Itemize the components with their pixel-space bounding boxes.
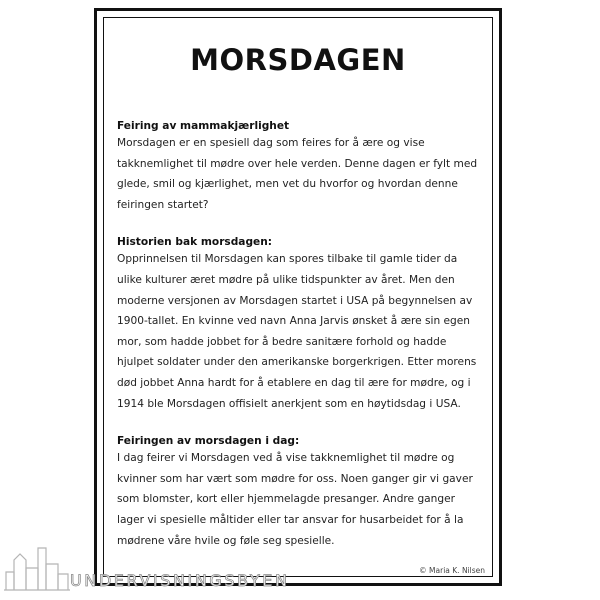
text-line: I dag feirer vi Morsdagen ved å vise takknemlighet til mødre og <box>117 452 455 465</box>
text-line: mødrene våre hvile og føle seg spesielle. <box>117 534 335 547</box>
text-line: kvinner som har vært som mødre for oss. Noen ganger gir vi gaver <box>117 472 473 485</box>
text-line: Opprinnelsen til Morsdagen kan spores tilbake til gamle tider da <box>117 253 458 266</box>
text-line: glede, smil og kjærlighet, men vet du hvorfor og hvordan denne <box>117 178 458 191</box>
text-line: moderne versjonen av Morsdagen startet i USA på begynnelsen av <box>117 294 473 307</box>
copyright-text: © Maria K. Nilsen <box>419 566 485 575</box>
text-line: lager vi spesielle måltider eller tar ansvar for husarbeidet for å la <box>117 513 464 526</box>
watermark-logo <box>0 540 320 600</box>
section-feiringen-i-dag <box>117 434 477 551</box>
text-line: død jobbet Anna hardt for å etablere en dag til ære for mødre, og i <box>117 376 471 389</box>
text-line: mor, som hadde jobbet for å bedre sanitære forhold og hadde <box>117 335 447 348</box>
text-line: Morsdagen er en spesiell dag som feires for å ære og vise <box>117 137 425 149</box>
city-skyline-icon <box>4 540 74 600</box>
text-line: takknemlighet til mødre over hele verden. Denne dagen er fylt med <box>117 157 478 170</box>
section-feiring <box>117 119 477 215</box>
watermark-text: UNDERVISNINGSBYEN <box>70 571 290 590</box>
text-line: 1914 ble Morsdagen offisielt anerkjent som en høytidsdag i USA. <box>117 397 461 410</box>
document-body <box>117 119 477 571</box>
text-line: som blomster, kort eller hjemmelagde presanger. Andre ganger <box>117 493 455 506</box>
text-line: 1900-tallet. En kvinne ved navn Anna Jarvis ønsket å ære sin egen <box>117 315 470 328</box>
section-heading: Feiringen av morsdagen i dag: <box>117 435 300 448</box>
document-page <box>94 8 502 586</box>
section-heading: Historien bak morsdagen: <box>117 236 273 249</box>
section-heading: Feiring av mammakjærlighet <box>117 120 290 132</box>
text-line: ulike kulturer æret mødre på ulike tidspunkter av året. Men den <box>117 273 455 286</box>
section-historien <box>117 235 477 414</box>
page-title: MORSDAGEN <box>190 43 406 77</box>
text-line: hjulpet soldater under den amerikanske borgerkrigen. Etter morens <box>117 356 477 369</box>
text-line: feiringen startet? <box>117 198 209 211</box>
